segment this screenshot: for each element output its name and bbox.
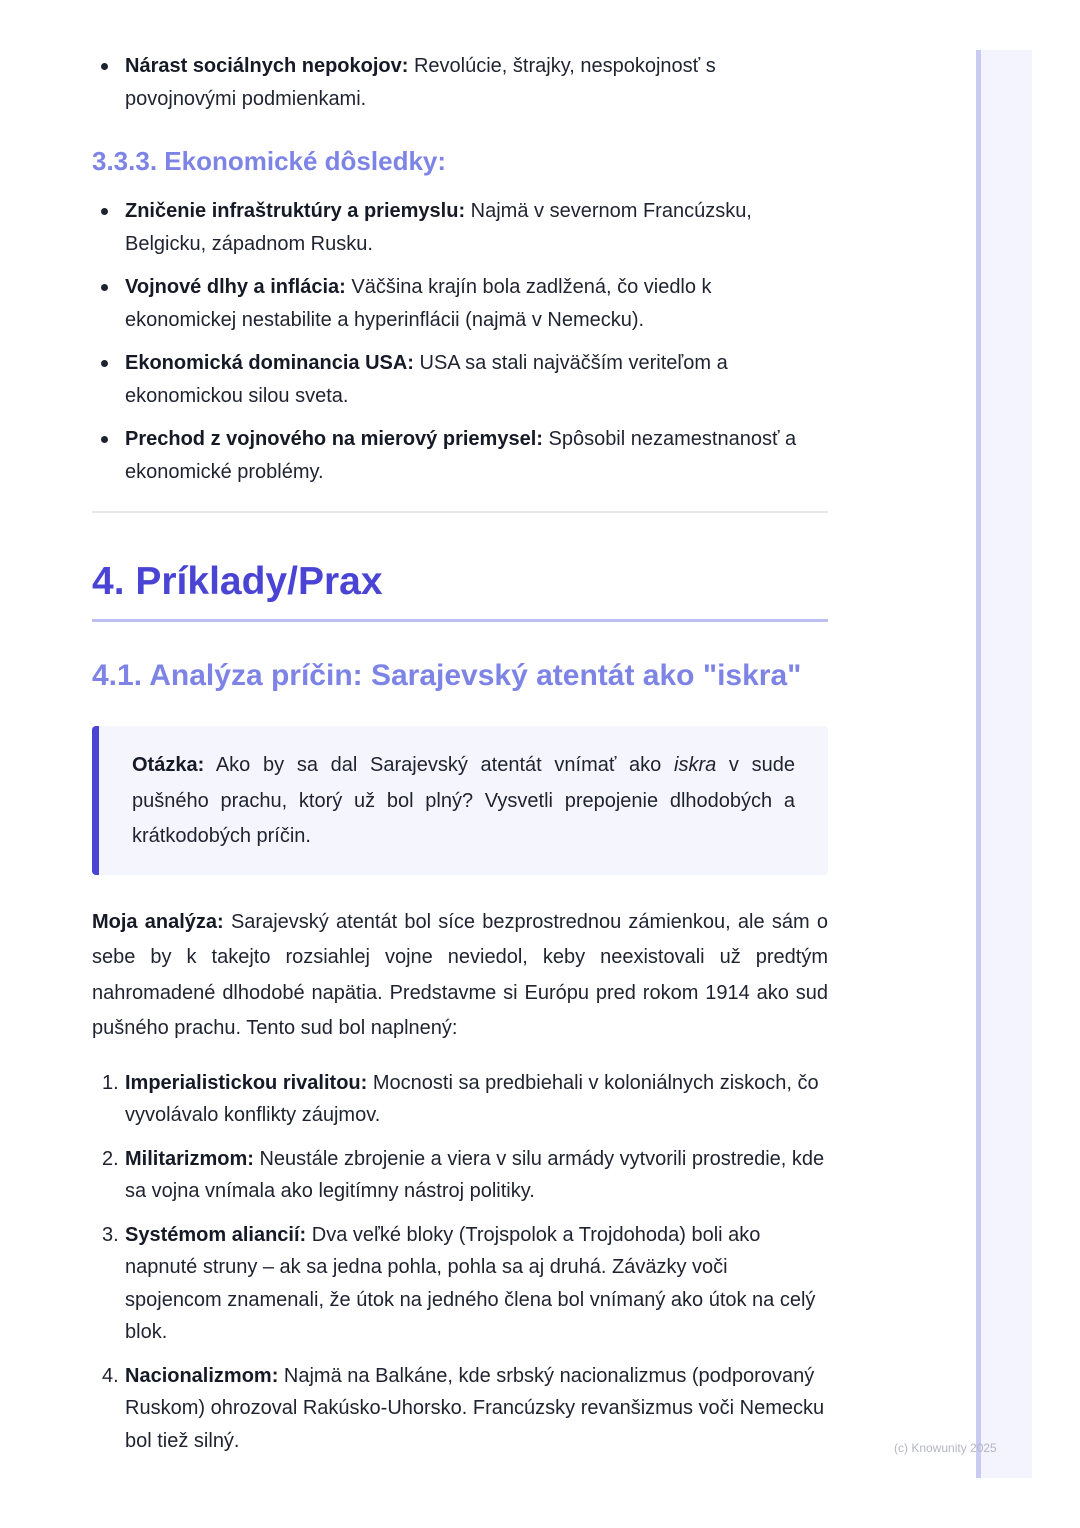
list-item-text: Spôsobil nezamestnanosť a ekonomické problémy. — [125, 428, 797, 483]
item-text: Mocnosti sa predbiehali v koloniálnych ziskoch, čo vyvolávalo konflikty záujmov. — [125, 1071, 819, 1126]
question-italic-term: iskra — [674, 754, 717, 776]
item-text: Najmä na Balkáne, kde srbský nacionalizmus (podporovaný Ruskom) ohrozoval Rakúsko-Uhorsko. Francúzsky revanšizmus voči Nemecku bol tiež silný. — [125, 1364, 825, 1452]
list-item-term: Zničenie infraštruktúry a priemyslu: — [125, 200, 466, 222]
list-item-text: Najmä v severnom Francúzsku, Belgicku, západnom Rusku. — [125, 200, 752, 255]
document-content — [92, 50, 828, 1468]
bullet-dot-icon — [101, 284, 108, 291]
list-item-text: Revolúcie, štrajky, nespokojnosť s povojnovými podmienkami. — [125, 55, 716, 110]
item-term: Imperialistickou rivalitou: — [125, 1071, 368, 1094]
item-term: Nacionalizmom: — [125, 1364, 279, 1387]
causes-numbered-list — [92, 1067, 828, 1458]
economic-bullet-list — [92, 195, 828, 488]
numbered-item — [92, 1067, 828, 1132]
list-item — [92, 271, 828, 336]
bullet-dot-icon — [101, 208, 108, 215]
list-item-term: Ekonomická dominancia USA: — [125, 352, 414, 374]
list-item — [92, 195, 828, 260]
bullet-dot-icon — [101, 360, 108, 367]
list-item-term: Vojnové dlhy a inflácia: — [125, 276, 346, 298]
list-item-text: Väčšina krajín bola zadlžená, čo viedlo k ekonomickej nestabilite a hyperinflácii (najmä v Nemecku). — [125, 276, 712, 331]
top-bullet-list — [92, 50, 828, 115]
right-margin-rule — [976, 50, 981, 1478]
list-item — [92, 50, 828, 115]
item-text: Neustále zbrojenie a viera v silu armády vytvorili prostredie, kde sa vojna vnímala ako legitímny nástroj politiky. — [125, 1147, 825, 1202]
list-item-text: USA sa stali najväčším veriteľom a ekonomickou silou sveta. — [125, 352, 728, 407]
question-callout — [92, 726, 828, 875]
bullet-dot-icon — [101, 436, 108, 443]
section-divider — [92, 511, 828, 513]
list-item-term: Nárast sociálnych nepokojov: — [125, 55, 409, 77]
numbered-item — [92, 1219, 828, 1349]
copyright-watermark: (c) Knowunity 2025 — [894, 1441, 997, 1455]
chapter-heading-underline — [92, 619, 828, 622]
item-number: 3. — [102, 1223, 119, 1246]
analysis-label: Moja analýza: — [92, 910, 224, 933]
right-margin-panel — [976, 50, 1032, 1478]
section-heading-economic: 3.3.3. Ekonomické dôsledky: — [92, 146, 447, 176]
item-text: Dva veľké bloky (Trojspolok a Trojdohoda) boli ako napnuté struny – ak sa jedna pohla, pohla sa aj druhá. Záväzky voči spojencom znamenali, že útok na jedného člena bol vnímaný ako útok na celý blok. — [125, 1223, 816, 1343]
question-label: Otázka: — [132, 754, 205, 776]
list-item — [92, 423, 828, 488]
numbered-item — [92, 1360, 828, 1458]
item-number: 4. — [102, 1364, 119, 1387]
analysis-paragraph — [92, 905, 828, 1047]
item-number: 2. — [102, 1147, 119, 1170]
subsection-heading-analysis: 4.1. Analýza príčin: Sarajevský atentát ako "iskra" — [92, 659, 802, 692]
item-number: 1. — [102, 1071, 119, 1094]
item-term: Systémom aliancií: — [125, 1223, 307, 1246]
question-text-before: Ako by sa dal Sarajevský atentát vnímať ako — [204, 754, 674, 776]
chapter-heading-examples: 4. Príklady/Prax — [92, 560, 383, 603]
list-item — [92, 347, 828, 412]
item-term: Militarizmom: — [125, 1147, 254, 1170]
bullet-dot-icon — [101, 63, 108, 70]
question-text-after: v sude pušného prachu, ktorý už bol plný? Vysvetli prepojenie dlhodobých a krátkodobých príčin. — [132, 754, 795, 847]
list-item-term: Prechod z vojnového na mierový priemysel: — [125, 428, 543, 450]
analysis-text: Sarajevský atentát bol síce bezprostrednou zámienkou, ale sám o sebe by k takejto rozsiahlej vojne neviedol, keby neexistovali už predtým nahromadené dlhodobé napätia. Predstavme si Európu pred rokom 1914 ako sud pušného prachu. Tento sud bol naplnený: — [92, 910, 828, 1039]
numbered-item — [92, 1143, 828, 1208]
